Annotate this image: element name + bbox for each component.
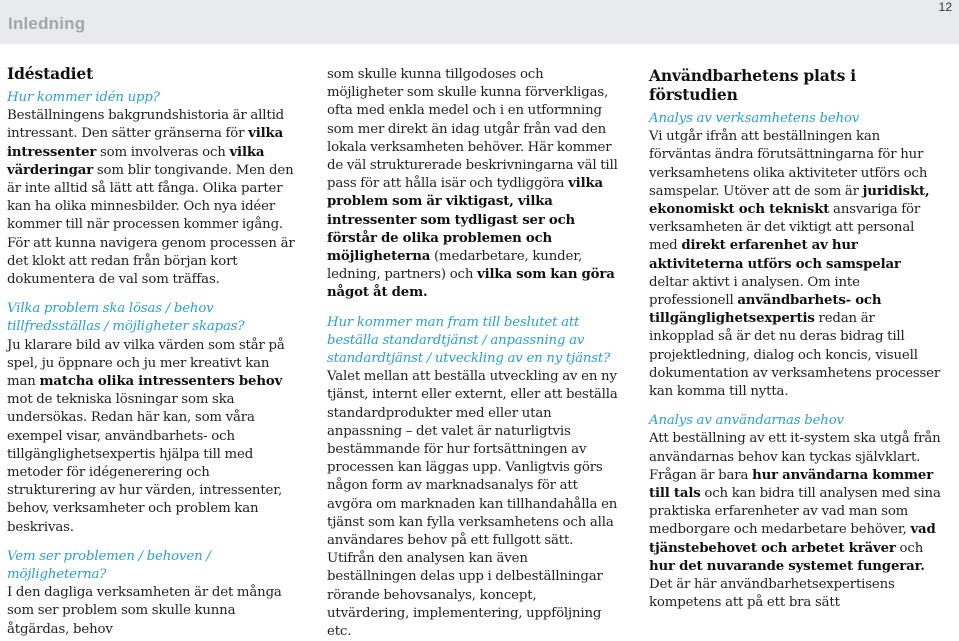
- body-text: och: [895, 540, 924, 556]
- emphasis-text: direkt erfarenhet av hur aktiviteterna utförs och samspelar: [649, 238, 901, 272]
- paragraph: [7, 107, 299, 289]
- column-3: [649, 66, 941, 612]
- body-text: Valet mellan att beställa utveckling av en ny tjänst, internt eller externt, eller att beställa standardprodukter med eller utan anpassning – det valet är naturligtvis bestämmande för hur fortsättningen av processen kan läggas upp. Vanligtvis görs någon form av marknadsanalys för att avgöra om marknaden kan tillhandahålla en tjänst som kan fylla verksamhetens och alla användares behov på ett fullgott sätt. Utifrån den analysen kan även beställningen delas upp i delbeställningar rörande behovsanalys, koncept, utvärdering, implementering, uppföljning etc.: [327, 369, 618, 640]
- column-2: [327, 66, 619, 641]
- emphasis-text: juridiskt, ekonomiskt och tekniskt: [649, 183, 930, 218]
- emphasis-text: vilka som kan göra något åt dem.: [327, 267, 615, 301]
- emphasis-text: vilka problem som är viktigast, vilka intressenter som tydligast ser och förstår de olika problemen och möjligheterna: [327, 176, 604, 265]
- section-title: Inledning: [8, 14, 86, 33]
- paragraph: [327, 368, 619, 641]
- emphasis-text: användbarhets- och tillgänglighetsexpertis: [649, 293, 882, 327]
- emphasis-text: vad tjänstebehovet och arbetet kräver: [649, 522, 936, 556]
- body-text: som involveras och: [96, 144, 230, 160]
- body-text: som skulle kunna tillgodoses och möjligheter som skulle kunna förverkligas, ofta med enkla medel och i en utformning som mer direkt än idag utgår från vad den lokala verksamheten behöver. Här kommer de väl strukturerade beskrivningarna väl till pass för att hålla isär och tydliggöra: [327, 67, 618, 192]
- emphasis-text: hur användarna kommer till tals: [649, 467, 934, 502]
- emphasis-text: matcha olika intressenters behov: [39, 374, 283, 390]
- body-text: Att beställning av ett it-system ska utgå från användarnas behov kan tyckas självklart. Frågan är bara: [649, 431, 941, 483]
- subheading-hur-kommer-iden-upp: Hur kommer idén upp?: [7, 90, 160, 105]
- body-text: redan är inkopplad så är det nu deras bidrag till projektledning, dialog och koncis, visuell dokumentation av verksamhetens processer kan komma till nytta.: [649, 311, 941, 400]
- body-text: Ju klarare bild av vilka värden som står på spel, ju öppnare och ju mer kreativt kan man: [7, 337, 285, 390]
- body-text: mot de tekniska lösningar som ska undersökas. Redan här kan, som våra exempel visar, användbarhets- och tillgänglighetsexpertis hjälpa till med metoder för idégenerering och strukturering av hur värden, intressenter, behov, verksamheter och problem kan beskrivas.: [7, 392, 283, 535]
- page-header: [0, 0, 959, 44]
- section-heading-idestadiet: Idéstadiet: [7, 64, 94, 83]
- section-heading-anvandbarhetens-plats: Användbarhetens plats i förstudien: [649, 66, 856, 104]
- paragraph: [649, 128, 941, 401]
- body-text: Vi utgår ifrån att beställningen kan förväntas ändra förutsättningarna för hur verksamhetens olika aktiviteter utförs och samspelar. Utöver att de som är: [649, 129, 928, 199]
- column-1: [7, 64, 299, 639]
- page-number: 12: [938, 0, 952, 14]
- subheading-analys-anvandarnas-behov: Analys av användarnas behov: [649, 413, 844, 429]
- body-text: I den dagliga verksamheten är det många som ser problem som skulle kunna åtgärdas, behov: [7, 585, 282, 637]
- paragraph: [327, 66, 619, 303]
- subheading-analys-verksamhetens-behov: Analys av verksamhetens behov: [649, 111, 860, 126]
- body-text: och kan bidra till analysen med sina praktiska erfarenheter av vad man som medborgare och medarbetare behöver,: [649, 486, 941, 538]
- subheading-vem-ser-problemen: Vem ser problemen / behoven / möjligheterna?: [7, 548, 211, 583]
- body-text: som blir tongivande. Men den är inte alltid så lätt att fånga. Olika parter kan ha olika minnesbilder. Och nya idéer kommer till när processen kommer igång. För att kunna navigera genom processen är det klokt att redan från början kort dokumentera de val som träffas.: [7, 162, 295, 288]
- body-text: Beställningens bakgrundshistoria är alltid intressant. Den sätter gränserna för: [7, 108, 285, 142]
- paragraph: [7, 584, 299, 639]
- emphasis-text: vilka värderingar: [7, 144, 265, 178]
- body-text: ansvariga för verksamheten är det viktigt att personal med: [649, 202, 921, 254]
- body-text: (medarbetare, kunder, ledning, partners) och: [327, 249, 583, 283]
- subheading-hur-kommer-man-fram: Hur kommer man fram till beslutet att beställa standardtjänst / anpassning av standardtjänst / utveckling av en ny tjänst?: [327, 314, 611, 367]
- paragraph: [649, 430, 941, 612]
- paragraph: [7, 337, 299, 537]
- emphasis-text: vilka intressenter: [7, 126, 284, 160]
- emphasis-text: hur det nuvarande systemet fungerar.: [649, 558, 925, 574]
- body-text: Det är här användbarhetsexpertisens kompetens att på ett bra sätt: [649, 577, 895, 611]
- body-text: deltar aktivt i analysen. Om inte professionell: [649, 274, 860, 309]
- subheading-vilka-problem: Vilka problem ska lösas / behov tillfredsställas / möjligheter skapas?: [7, 301, 245, 335]
